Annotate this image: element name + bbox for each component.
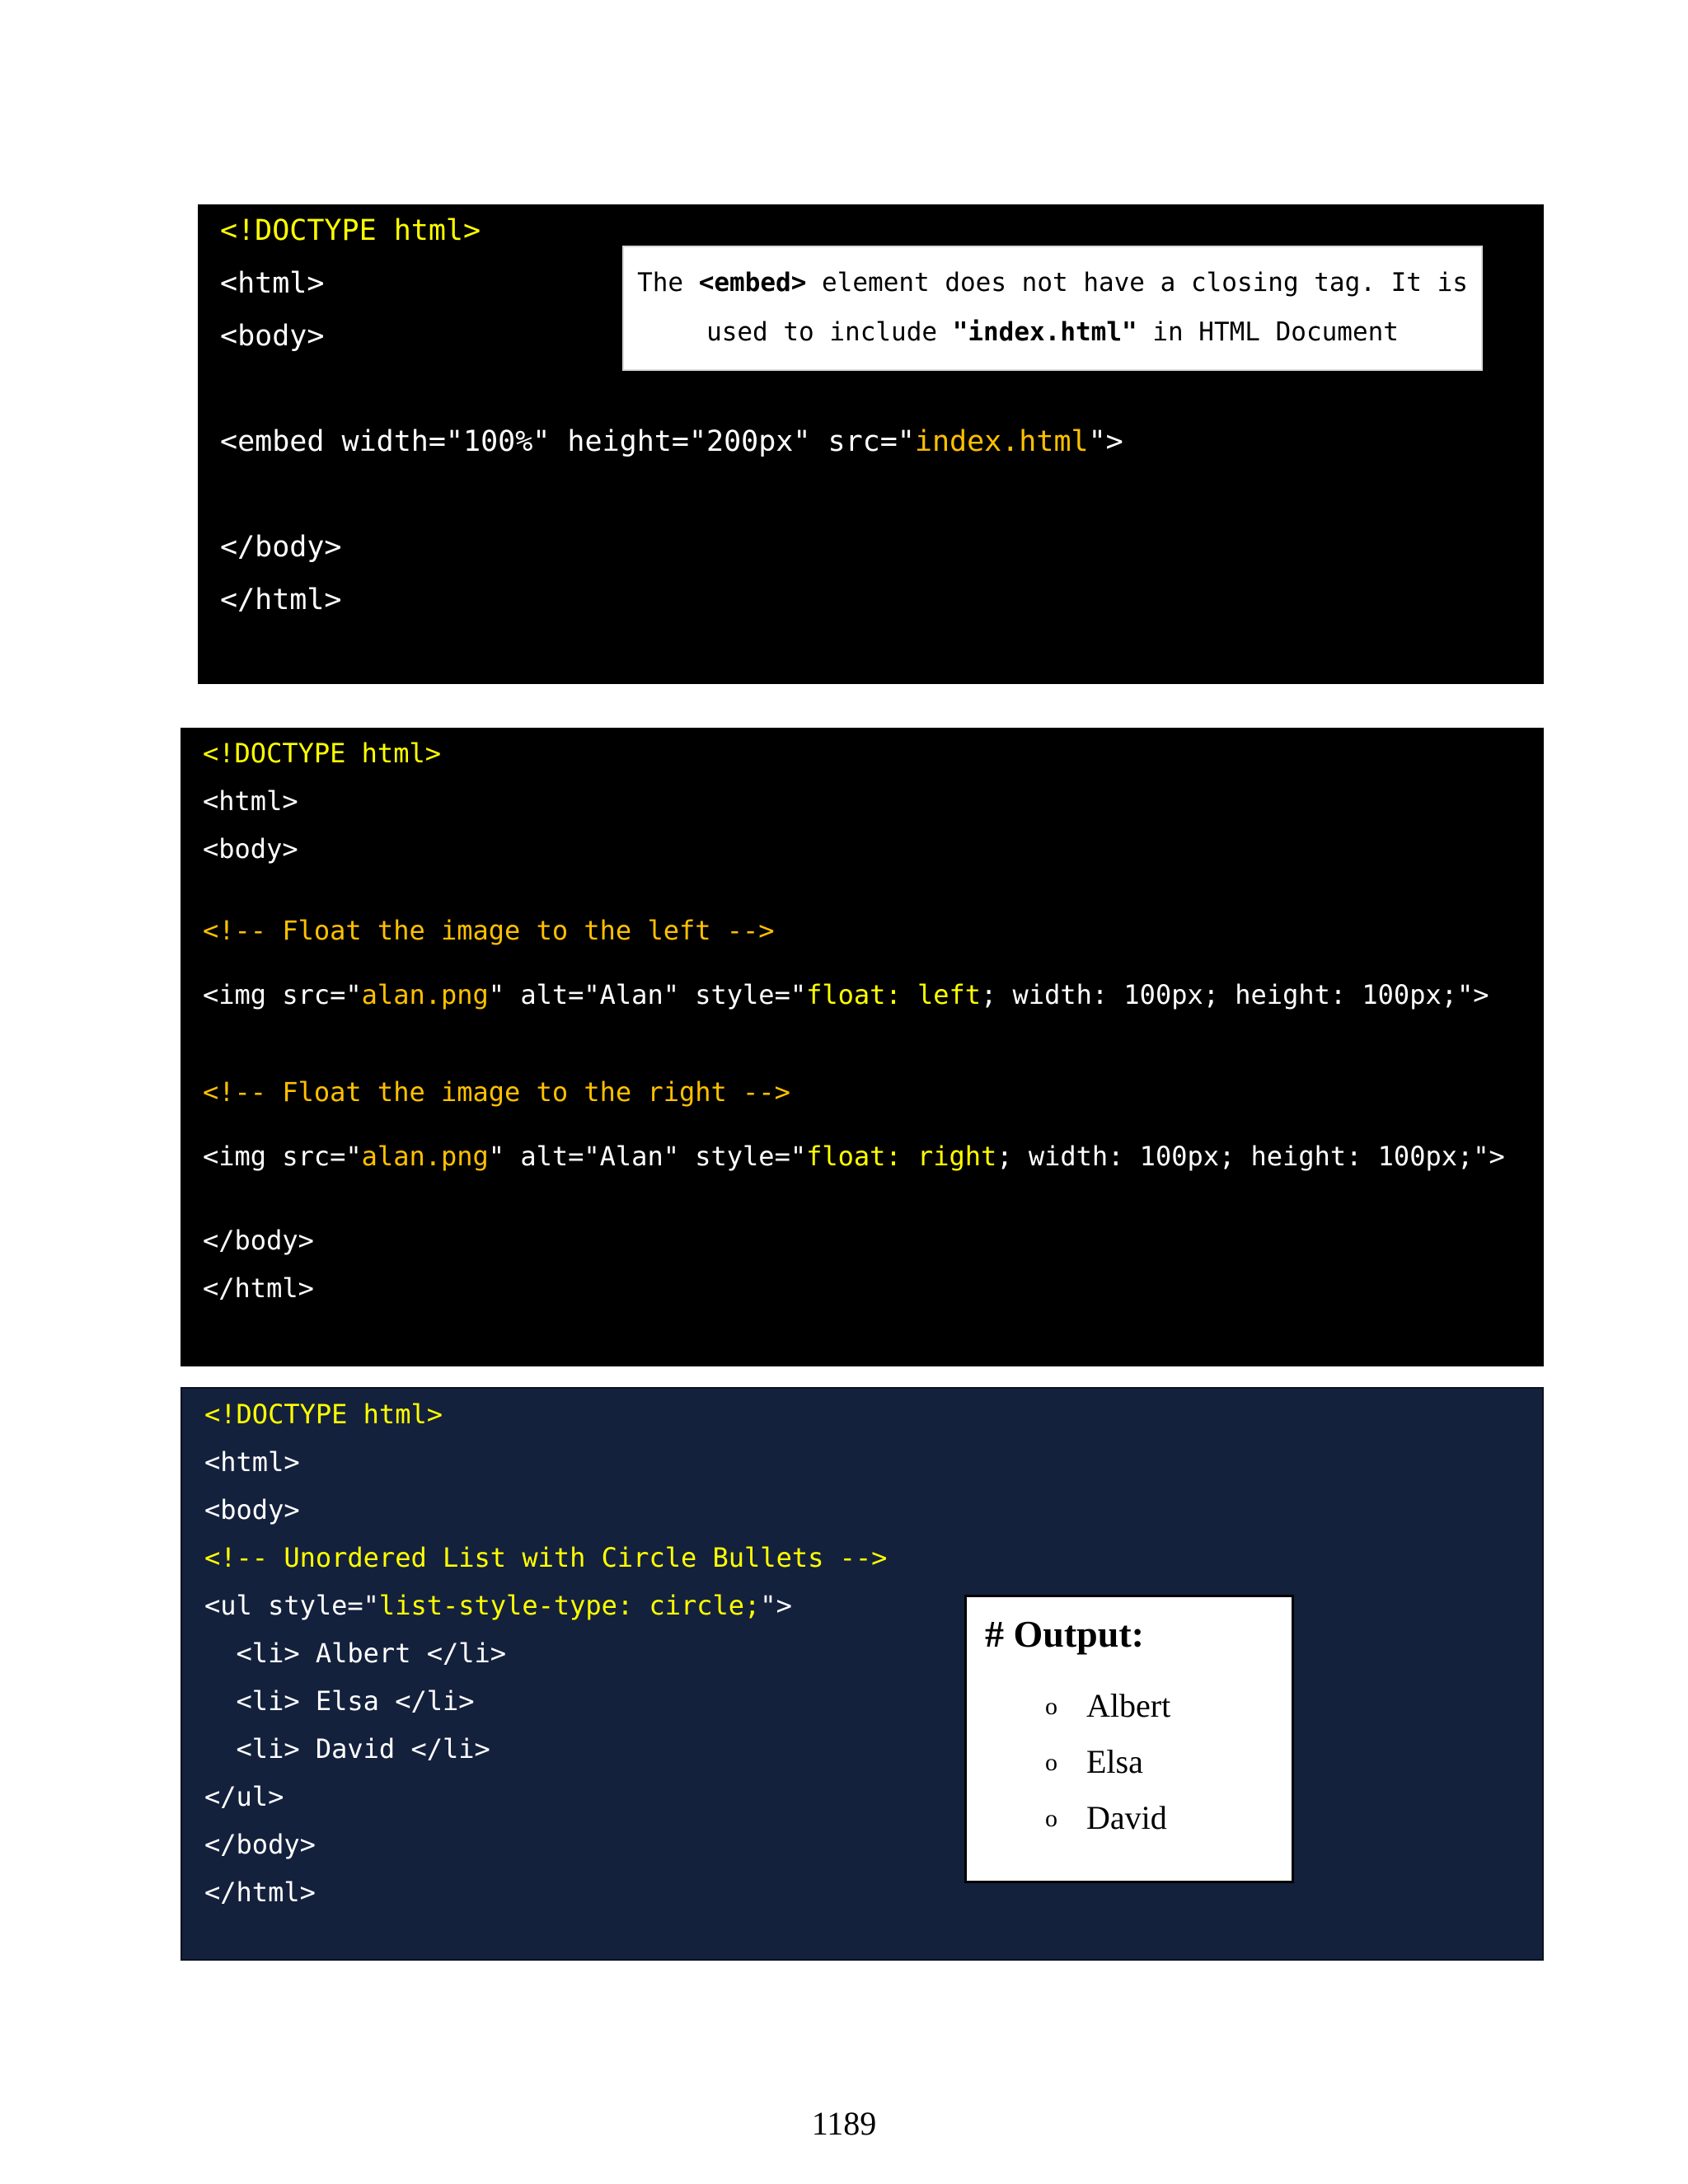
output-list-item: o Elsa bbox=[1045, 1743, 1143, 1780]
code-line-li: <li> Elsa </li> bbox=[204, 1685, 475, 1717]
output-title: # Output: bbox=[985, 1613, 1144, 1655]
circle-bullet-icon: o bbox=[1045, 1693, 1057, 1720]
page-number: 1189 bbox=[811, 2105, 877, 2142]
code-line-body-open: <body> bbox=[220, 320, 325, 353]
code-line-li: <li> David </li> bbox=[204, 1733, 490, 1765]
code-comment-list: <!-- Unordered List with Circle Bullets --> bbox=[204, 1542, 888, 1573]
code-line-embed bbox=[220, 425, 1123, 458]
code-line-body-close: </body> bbox=[203, 1225, 314, 1256]
code-line-body-open: <body> bbox=[204, 1494, 300, 1526]
code-line-ul-open: <ul style="list-style-type: circle;"> bbox=[204, 1590, 792, 1621]
embed-note-callout bbox=[622, 246, 1483, 371]
img-src-value: alan.png bbox=[361, 979, 489, 1010]
code-line-img-left: <img src="alan.png" alt="Alan" style="float: left; width: 100px; height: 100px;"> bbox=[203, 979, 1489, 1010]
code-line-ul-close: </ul> bbox=[204, 1781, 284, 1812]
code-comment-float-left: <!-- Float the image to the left --> bbox=[203, 915, 775, 946]
img-src-value: alan.png bbox=[361, 1141, 489, 1172]
circle-bullet-icon: o bbox=[1045, 1805, 1057, 1832]
callout-line-1: The <embed> element does not have a closing tag. It is bbox=[637, 268, 1468, 298]
code-line-doctype: <!DOCTYPE html> bbox=[204, 1399, 443, 1430]
img-style-value: float: right bbox=[806, 1141, 997, 1172]
code-line-body-close: </body> bbox=[204, 1829, 316, 1860]
code-line-html-open: <html> bbox=[203, 785, 298, 817]
embed-src-value: index.html bbox=[914, 425, 1089, 458]
code-line-body-open: <body> bbox=[203, 833, 298, 865]
code-line-doctype: <!DOCTYPE html> bbox=[203, 738, 441, 769]
output-box bbox=[964, 1595, 1294, 1883]
ul-style-value: list-style-type: circle; bbox=[378, 1590, 761, 1621]
code-line-html-close: </html> bbox=[204, 1877, 316, 1908]
code-line-body-close: </body> bbox=[220, 531, 342, 564]
code-line-img-right: <img src="alan.png" alt="Alan" style="float: right; width: 100px; height: 100px;"> bbox=[203, 1141, 1505, 1172]
code-line-html-open: <html> bbox=[220, 267, 325, 300]
circle-bullet-icon: o bbox=[1045, 1749, 1057, 1776]
code-line-html-close: </html> bbox=[220, 583, 342, 616]
callout-line-2: used to include "index.html" in HTML Document bbox=[706, 317, 1399, 347]
output-list-item: o Albert bbox=[1045, 1687, 1171, 1724]
code-block-float bbox=[181, 728, 1544, 1366]
code-comment-float-right: <!-- Float the image to the right --> bbox=[203, 1076, 790, 1108]
code-block-list bbox=[181, 1387, 1544, 1961]
code-line-doctype: <!DOCTYPE html> bbox=[220, 214, 481, 247]
code-line-li: <li> Albert </li> bbox=[204, 1638, 507, 1669]
code-line-html-close: </html> bbox=[203, 1272, 314, 1304]
code-line-html-open: <html> bbox=[204, 1446, 300, 1478]
embed-tag-end: "> bbox=[1088, 425, 1123, 458]
embed-attrs: <embed width="100%" height="200px" src=" bbox=[220, 425, 915, 458]
img-style-value: float: left bbox=[806, 979, 982, 1010]
output-list-item: o David bbox=[1045, 1799, 1167, 1836]
